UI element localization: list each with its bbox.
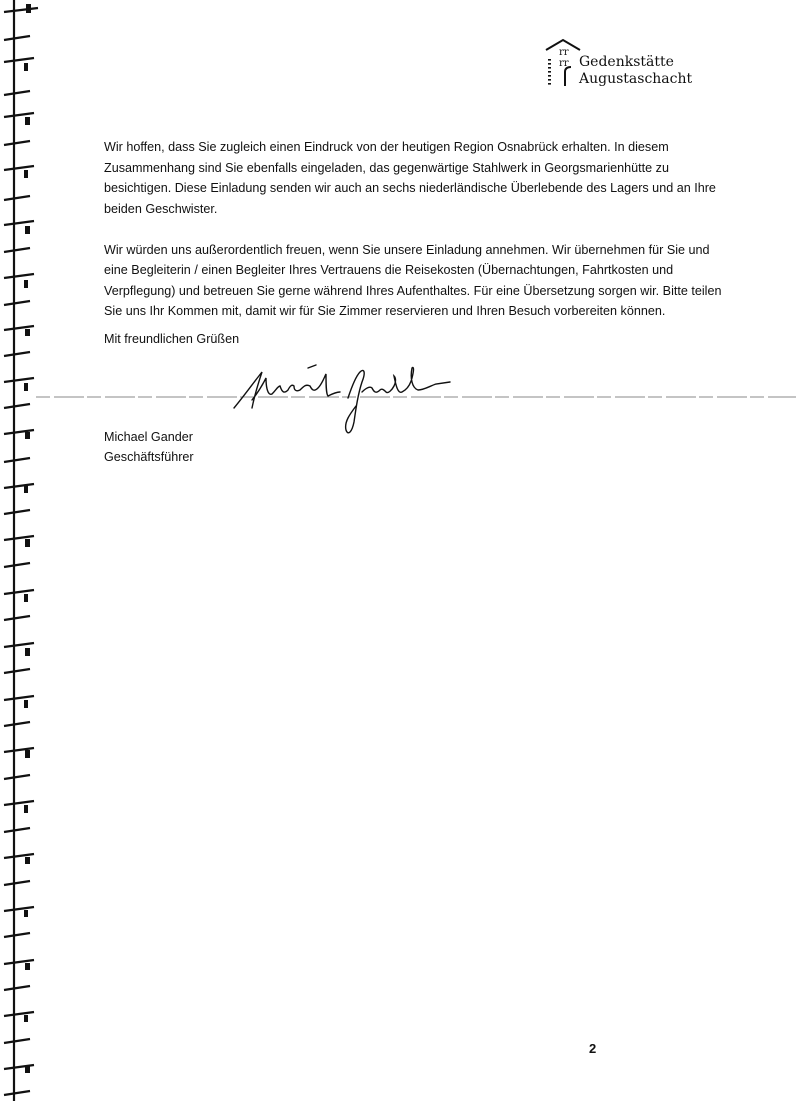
handwritten-signature (228, 356, 468, 446)
scan-margin-artifacts (0, 0, 48, 1101)
memorial-logo (543, 36, 743, 92)
logo-wordmark (579, 54, 692, 88)
sender-block (104, 427, 194, 467)
page-number: 2 (589, 1041, 597, 1056)
paragraph-1: Wir hoffen, dass Sie zugleich einen Eindruck von der heutigen Region Osnabrück erhalten. In diesem Zusammenhang sind Sie ebenfalls eingeladen, das gegenwärtige Stahlwerk in Georgsmarienhütte zu besichtigen. Diese Einladung senden wir auch an sechs niederländische Überlebende des Lagers und an Ihre beiden Geschwister. (104, 140, 716, 216)
sender-name: Michael Gander (104, 430, 193, 444)
memorial-building-icon (543, 36, 583, 90)
sender-title: Geschäftsführer (104, 450, 194, 464)
logo-line-1: Gedenkstätte (579, 54, 674, 70)
letter-body (104, 137, 734, 342)
svg-text:rr: rr (559, 58, 569, 69)
paragraph-2: Wir würden uns außerordentlich freuen, wenn Sie unsere Einladung annehmen. Wir übernehmen für Sie und eine Begleiterin / einen Begleiter Ihres Vertrauens die Reisekosten (Übernachtungen, Fahrtkosten und Verpflegung) und betreuen Sie gerne während Ihres Aufenthaltes. Für eine Übersetzung sorgen wir. Bitte teilen Sie uns Ihr Kommen mit, damit wir für Sie Zimmer reservieren und Ihren Besuch vorbereiten können. (104, 242, 722, 318)
logo-line-2: Augustaschacht (579, 71, 693, 87)
svg-text:rr: rr (559, 47, 569, 58)
closing-salutation: Mit freundlichen Grüßen (104, 332, 240, 346)
